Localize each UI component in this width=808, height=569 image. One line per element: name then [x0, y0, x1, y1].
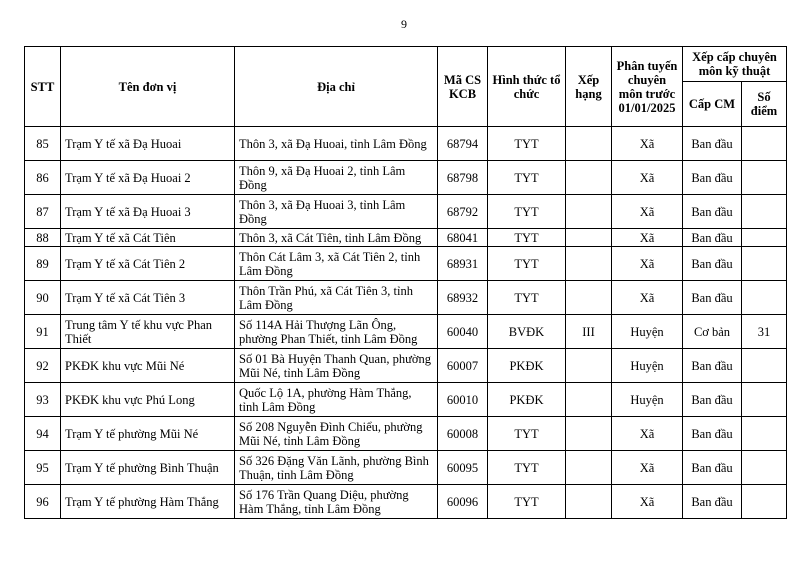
header-stt: STT — [25, 47, 61, 127]
table-row — [25, 281, 787, 315]
facility-table — [24, 46, 787, 519]
cell-code: 60010 — [438, 383, 488, 417]
header-tier-before: Phân tuyến chuyên môn trước 01/01/2025 — [612, 47, 683, 127]
table-row — [25, 383, 787, 417]
page-number: 9 — [401, 17, 407, 31]
cell-stt: 87 — [25, 195, 61, 229]
cell-form: BVĐK — [488, 315, 566, 349]
cell-form: TYT — [488, 485, 566, 519]
cell-grade: Ban đầu — [683, 229, 742, 247]
cell-form: TYT — [488, 417, 566, 451]
table-row — [25, 127, 787, 161]
cell-score — [742, 383, 787, 417]
cell-name: Trạm Y tế phường Bình Thuận — [61, 451, 235, 485]
cell-address: Thôn 3, xã Cát Tiên, tỉnh Lâm Đồng — [235, 229, 438, 247]
cell-name: PKĐK khu vực Mũi Né — [61, 349, 235, 383]
cell-name: Trạm Y tế xã Đạ Huoai 2 — [61, 161, 235, 195]
table-row — [25, 315, 787, 349]
cell-rank: III — [566, 315, 612, 349]
cell-code: 60096 — [438, 485, 488, 519]
cell-stt: 85 — [25, 127, 61, 161]
cell-score — [742, 161, 787, 195]
header-form: Hình thức tổ chức — [488, 47, 566, 127]
cell-form: TYT — [488, 195, 566, 229]
cell-score — [742, 485, 787, 519]
cell-tier: Xã — [612, 229, 683, 247]
cell-tier: Xã — [612, 281, 683, 315]
cell-name: Trạm Y tế xã Đạ Huoai 3 — [61, 195, 235, 229]
table-row — [25, 161, 787, 195]
cell-code: 68932 — [438, 281, 488, 315]
cell-rank — [566, 161, 612, 195]
cell-score — [742, 281, 787, 315]
cell-stt: 91 — [25, 315, 61, 349]
cell-code: 68798 — [438, 161, 488, 195]
header-rank: Xếp hạng — [566, 47, 612, 127]
table-row — [25, 247, 787, 281]
cell-stt: 90 — [25, 281, 61, 315]
cell-address: Số 208 Nguyễn Đình Chiểu, phường Mũi Né, tỉnh Lâm Đồng — [235, 417, 438, 451]
cell-form: TYT — [488, 161, 566, 195]
cell-code: 68041 — [438, 229, 488, 247]
cell-stt: 89 — [25, 247, 61, 281]
cell-score — [742, 127, 787, 161]
cell-form: TYT — [488, 247, 566, 281]
cell-stt: 96 — [25, 485, 61, 519]
cell-name: Trạm Y tế phường Mũi Né — [61, 417, 235, 451]
header-code: Mã CS KCB — [438, 47, 488, 127]
cell-score — [742, 349, 787, 383]
cell-rank — [566, 229, 612, 247]
cell-name: Trạm Y tế phường Hàm Thắng — [61, 485, 235, 519]
cell-code: 68794 — [438, 127, 488, 161]
cell-grade: Cơ bản — [683, 315, 742, 349]
cell-rank — [566, 127, 612, 161]
cell-form: TYT — [488, 281, 566, 315]
cell-name: PKĐK khu vực Phú Long — [61, 383, 235, 417]
cell-stt: 86 — [25, 161, 61, 195]
cell-rank — [566, 195, 612, 229]
cell-grade: Ban đầu — [683, 247, 742, 281]
cell-tier: Xã — [612, 485, 683, 519]
cell-form: TYT — [488, 451, 566, 485]
cell-score — [742, 195, 787, 229]
cell-code: 68792 — [438, 195, 488, 229]
cell-code: 60040 — [438, 315, 488, 349]
cell-tier: Huyện — [612, 383, 683, 417]
cell-tier: Huyện — [612, 349, 683, 383]
cell-code: 60095 — [438, 451, 488, 485]
cell-stt: 94 — [25, 417, 61, 451]
header-name: Tên đơn vị — [61, 47, 235, 127]
cell-rank — [566, 281, 612, 315]
header-grade-group: Xếp cấp chuyên môn kỹ thuật — [683, 47, 787, 82]
cell-tier: Xã — [612, 417, 683, 451]
cell-grade: Ban đầu — [683, 383, 742, 417]
cell-name: Trạm Y tế xã Cát Tiên 3 — [61, 281, 235, 315]
table-header — [25, 47, 787, 127]
cell-tier: Xã — [612, 127, 683, 161]
table-body — [25, 127, 787, 519]
cell-stt: 95 — [25, 451, 61, 485]
cell-grade: Ban đầu — [683, 417, 742, 451]
cell-rank — [566, 349, 612, 383]
cell-code: 60007 — [438, 349, 488, 383]
cell-tier: Xã — [612, 161, 683, 195]
cell-score — [742, 229, 787, 247]
cell-score — [742, 417, 787, 451]
header-grade-cm: Cấp CM — [683, 82, 742, 127]
cell-name: Trạm Y tế xã Đạ Huoai — [61, 127, 235, 161]
cell-rank — [566, 383, 612, 417]
cell-stt: 92 — [25, 349, 61, 383]
cell-address: Quốc Lộ 1A, phường Hàm Thắng, tỉnh Lâm Đồng — [235, 383, 438, 417]
cell-rank — [566, 247, 612, 281]
cell-form: TYT — [488, 127, 566, 161]
cell-tier: Xã — [612, 451, 683, 485]
cell-score — [742, 247, 787, 281]
cell-address: Thôn Trần Phú, xã Cát Tiên 3, tỉnh Lâm Đồng — [235, 281, 438, 315]
cell-grade: Ban đầu — [683, 349, 742, 383]
cell-grade: Ban đầu — [683, 485, 742, 519]
cell-form: TYT — [488, 229, 566, 247]
cell-code: 68931 — [438, 247, 488, 281]
cell-address: Thôn 9, xã Đạ Huoai 2, tỉnh Lâm Đồng — [235, 161, 438, 195]
cell-grade: Ban đầu — [683, 195, 742, 229]
cell-code: 60008 — [438, 417, 488, 451]
cell-grade: Ban đầu — [683, 451, 742, 485]
cell-rank — [566, 417, 612, 451]
cell-name: Trạm Y tế xã Cát Tiên 2 — [61, 247, 235, 281]
cell-address: Số 01 Bà Huyện Thanh Quan, phường Mũi Né, tỉnh Lâm Đồng — [235, 349, 438, 383]
cell-rank — [566, 451, 612, 485]
table-row — [25, 195, 787, 229]
cell-score — [742, 451, 787, 485]
cell-address: Số 114A Hải Thượng Lãn Ông, phường Phan Thiết, tỉnh Lâm Đồng — [235, 315, 438, 349]
cell-tier: Huyện — [612, 315, 683, 349]
table-row — [25, 229, 787, 247]
cell-grade: Ban đầu — [683, 161, 742, 195]
cell-address: Số 326 Đặng Văn Lãnh, phường Bình Thuận, tỉnh Lâm Đồng — [235, 451, 438, 485]
cell-form: PKĐK — [488, 383, 566, 417]
table-row — [25, 417, 787, 451]
header-score: Số điểm — [742, 82, 787, 127]
cell-address: Thôn 3, xã Đạ Huoai, tỉnh Lâm Đồng — [235, 127, 438, 161]
table-row — [25, 349, 787, 383]
cell-address: Số 176 Trần Quang Diệu, phường Hàm Thắng, tỉnh Lâm Đồng — [235, 485, 438, 519]
cell-form: PKĐK — [488, 349, 566, 383]
cell-rank — [566, 485, 612, 519]
cell-grade: Ban đầu — [683, 127, 742, 161]
cell-tier: Xã — [612, 247, 683, 281]
cell-score: 31 — [742, 315, 787, 349]
cell-stt: 93 — [25, 383, 61, 417]
table-row — [25, 485, 787, 519]
cell-tier: Xã — [612, 195, 683, 229]
header-address: Địa chỉ — [235, 47, 438, 127]
cell-stt: 88 — [25, 229, 61, 247]
cell-name: Trung tâm Y tế khu vực Phan Thiết — [61, 315, 235, 349]
cell-name: Trạm Y tế xã Cát Tiên — [61, 229, 235, 247]
cell-address: Thôn 3, xã Đạ Huoai 3, tỉnh Lâm Đồng — [235, 195, 438, 229]
table-row — [25, 451, 787, 485]
cell-address: Thôn Cát Lâm 3, xã Cát Tiên 2, tỉnh Lâm Đồng — [235, 247, 438, 281]
cell-grade: Ban đầu — [683, 281, 742, 315]
